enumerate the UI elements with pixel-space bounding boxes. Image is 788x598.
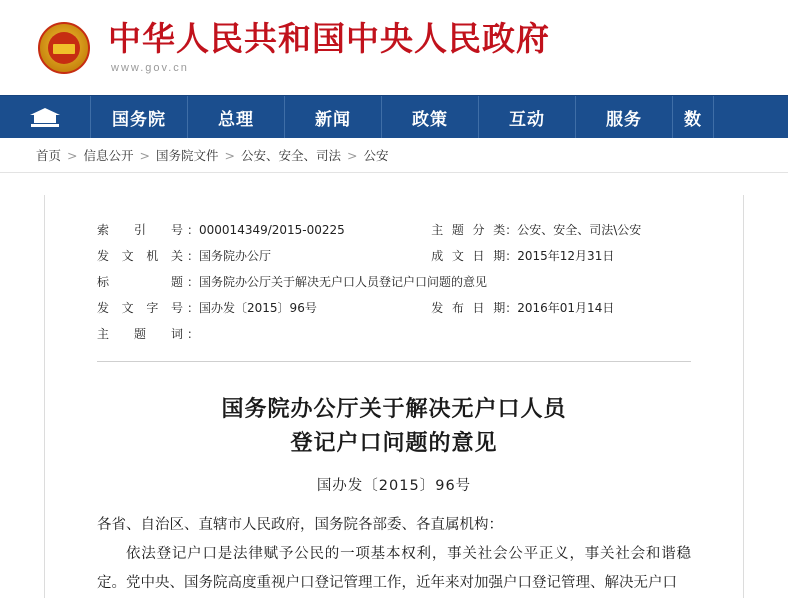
nav-item-fuwu[interactable]: 服务 (576, 96, 673, 138)
meta-value-issuer: 国务院办公厅 (199, 249, 272, 263)
meta-value-category: 公安、安全、司法\公安 (517, 223, 642, 237)
meta-value-publish-date: 2016年01月14日 (517, 301, 615, 315)
article-paragraph-1: 依法登记户口是法律赋予公民的一项基本权利，事关社会公平正义，事关社会和谐稳定。党中央、国务院高度重视户口登记管理工作，近年来对加强户口登记管理、解决无户口 (97, 546, 691, 592)
table-row (97, 269, 691, 295)
page-title (97, 392, 691, 460)
document-frame (44, 195, 744, 598)
meta-label-index: 索引号 (97, 223, 183, 237)
site-masthead (0, 0, 788, 95)
table-row (97, 295, 691, 321)
meta-label-category: 主题分类 (431, 223, 506, 237)
metadata-table (97, 217, 691, 347)
meta-label-docnumber: 发文字号 (97, 301, 183, 315)
breadcrumb-item-xinxigongkai[interactable]: 信息公开 (83, 148, 134, 163)
meta-colon: ： (505, 301, 518, 315)
meta-label-title: 标 题 (97, 275, 183, 289)
article-salutation: 各省、自治区、直辖市人民政府，国务院各部委、各直属机构： (97, 517, 503, 534)
meta-label-issuer: 发文机关 (97, 249, 183, 263)
site-title: 中华人民共和国中央人民政府 (108, 19, 550, 59)
breadcrumb-item-gongan[interactable]: 公安 (363, 148, 389, 163)
meta-label-keywords: 主 题 词 (97, 327, 183, 341)
home-gate-icon (30, 107, 60, 127)
meta-label-publish-date: 发布日期 (431, 301, 506, 315)
article-title-line2: 登记户口问题的意见 (290, 430, 498, 457)
nav-home-button[interactable] (0, 96, 91, 138)
nav-item-zhengce[interactable]: 政策 (382, 96, 479, 138)
article-body (97, 511, 691, 598)
meta-colon: ： (505, 223, 518, 237)
site-title-block (108, 21, 550, 73)
breadcrumb-separator: > (139, 147, 150, 163)
meta-value-title: 国务院办公厅关于解决无户口人员登记户口问题的意见 (199, 275, 488, 289)
meta-colon: ： (187, 223, 200, 237)
breadcrumb (0, 138, 788, 173)
meta-colon: ： (187, 327, 200, 341)
article-title-line1: 国务院办公厅关于解决无户口人员 (221, 396, 567, 422)
site-url: www.gov.cn (111, 61, 189, 74)
breadcrumb-item-guowuyuanwenjian[interactable]: 国务院文件 (156, 148, 219, 163)
table-row (97, 217, 691, 243)
content-area (0, 195, 788, 598)
meta-value-index: 000014349/2015-00225 (199, 223, 345, 237)
breadcrumb-separator: > (347, 147, 358, 163)
meta-value-docnumber: 国办发〔2015〕96号 (199, 301, 317, 315)
meta-value-written-date: 2015年12月31日 (517, 249, 615, 263)
document-metadata (45, 195, 743, 347)
nav-item-xinwen[interactable]: 新闻 (285, 96, 382, 138)
breadcrumb-item-home[interactable]: 首页 (36, 148, 62, 163)
nav-item-hudong[interactable]: 互动 (479, 96, 576, 138)
main-navigation[interactable] (0, 95, 788, 138)
table-row (97, 321, 691, 347)
national-emblem-icon (36, 20, 92, 76)
meta-colon: ： (187, 301, 200, 315)
breadcrumb-item-gongan-anquan-sifa[interactable]: 公安、安全、司法 (241, 148, 342, 163)
article (45, 362, 743, 598)
nav-item-guowuyuan[interactable]: 国务院 (91, 96, 188, 138)
article-document-number: 国办发〔2015〕96号 (316, 478, 472, 495)
meta-colon: ： (187, 275, 200, 289)
table-row (97, 243, 691, 269)
meta-label-written-date: 成文日期 (431, 249, 506, 263)
meta-value-keywords (199, 321, 691, 347)
meta-colon: ： (187, 249, 200, 263)
nav-item-shuju[interactable]: 数 (673, 96, 714, 138)
breadcrumb-separator: > (224, 147, 235, 163)
meta-colon: ： (505, 249, 518, 263)
breadcrumb-separator: > (67, 147, 78, 163)
nav-item-zongli[interactable]: 总理 (188, 96, 285, 138)
